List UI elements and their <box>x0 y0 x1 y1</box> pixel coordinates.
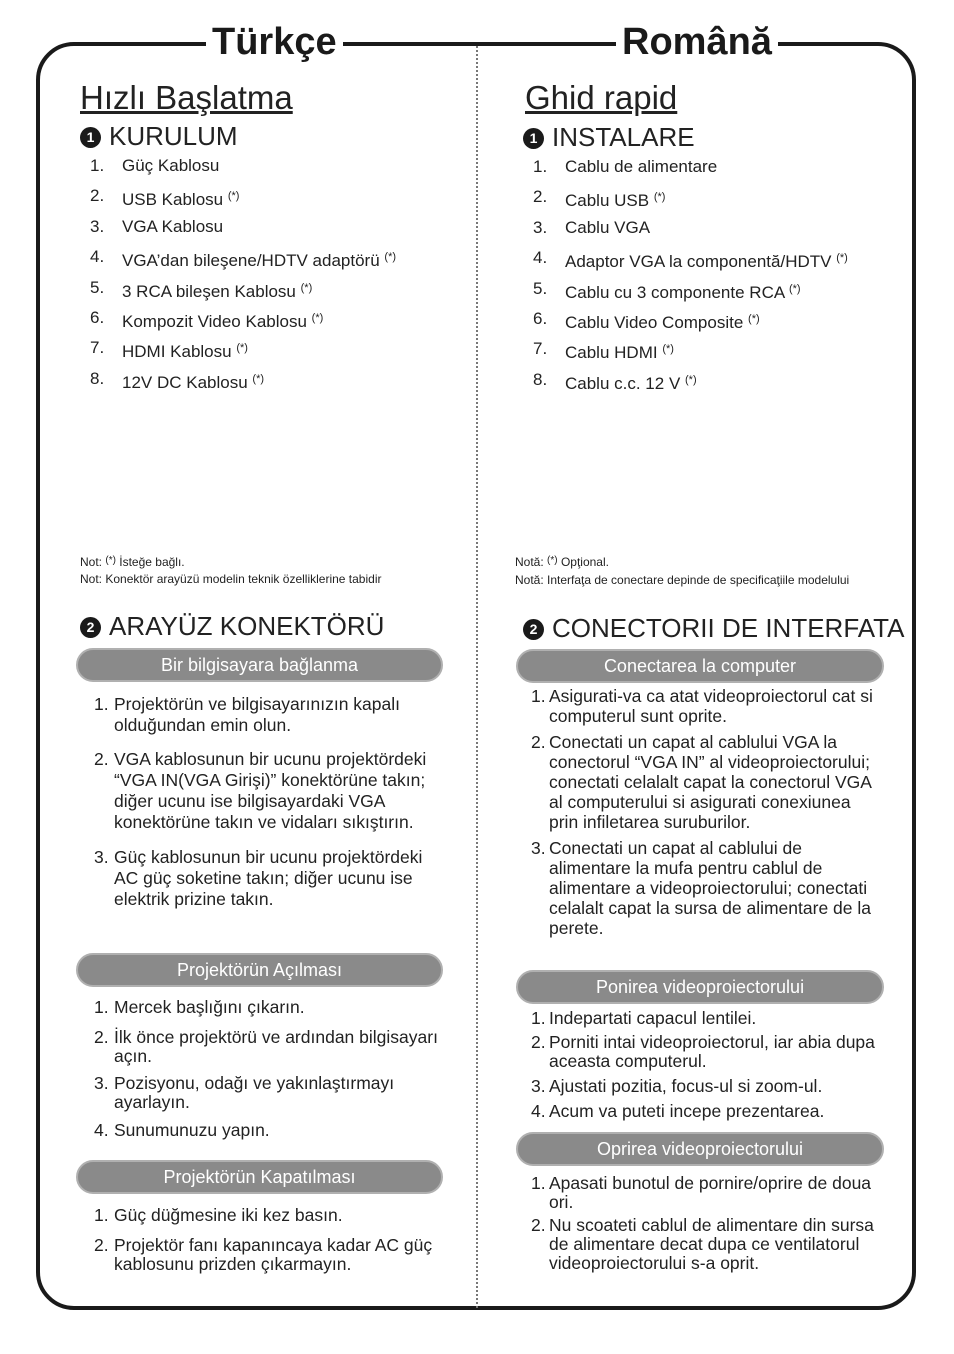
item-number: 1. <box>90 156 105 175</box>
step-number: 1. <box>531 1173 546 1193</box>
power-on-steps <box>515 1008 875 1121</box>
optional-mark: (*) <box>300 281 313 294</box>
column-divider <box>476 46 478 1308</box>
optional-note <box>515 552 609 571</box>
step-text: Porniti intai videoproiectorul, iar abia dupa aceasta computerul. <box>549 1032 875 1071</box>
list-item <box>523 213 848 243</box>
interface-heading-text: CONECTORII DE INTERFATA <box>552 613 905 643</box>
step-text: İlk önce projektörü ve ardından bilgisayarı açın. <box>114 1027 438 1066</box>
interface-heading <box>523 613 904 643</box>
step-number: 3. <box>531 1076 546 1096</box>
optional-mark: (*) <box>252 372 265 385</box>
connect-steps <box>80 694 446 910</box>
list-item <box>80 1028 446 1066</box>
list-item <box>80 303 396 333</box>
list-item <box>80 273 396 303</box>
interface-heading <box>80 611 384 641</box>
list-item <box>80 212 396 242</box>
step-text: Apasati bunotul de pornire/oprire de doua ori. <box>549 1173 872 1212</box>
step-number: 3. <box>531 838 546 858</box>
optional-mark: (*) <box>662 343 674 356</box>
step-number: 1. <box>531 686 546 706</box>
item-number: 5. <box>90 277 105 297</box>
step-number: 4. <box>531 1101 546 1121</box>
section-label-connect-computer: Bir bilgisayara bağlanma <box>76 648 443 682</box>
language-title-romanian: Română <box>616 18 778 66</box>
list-item <box>80 1120 446 1141</box>
section-label-power-on: Ponirea videoproiectorului <box>516 970 884 1004</box>
step-number: 1. <box>94 694 109 714</box>
list-item <box>80 997 446 1018</box>
step-number: 1. <box>531 1008 546 1028</box>
setup-heading-text: INSTALARE <box>552 122 695 152</box>
item-text: Cablu VGA <box>565 217 651 237</box>
optional-mark: (*) <box>236 342 248 355</box>
step-number: 2. <box>531 732 546 752</box>
item-number: 6. <box>90 307 105 327</box>
section-label-power-on: Projektörün Açılması <box>76 953 443 987</box>
optional-mark: (*) <box>227 190 240 203</box>
step-text: Asigurati-va ca atat videoproiectorul cat si computerul sunt oprite. <box>549 686 873 726</box>
step-text: Conectati un capat al cablului VGA la conectorul “VGA IN” al videoproiectorului; conectati celalalt capat la conectorul VGA al computerului si asigurati conexiunea prin infiletarea suruburilor. <box>549 732 871 832</box>
list-item <box>523 304 848 334</box>
list-item <box>515 1216 875 1273</box>
item-number: 4. <box>533 248 548 268</box>
step-number: 4. <box>94 1120 109 1140</box>
step-number: 2. <box>531 1215 546 1235</box>
list-item <box>80 333 396 363</box>
optional-mark: (*) <box>836 252 848 265</box>
language-title-turkish: Türkçe <box>206 18 343 66</box>
list-item <box>80 847 446 910</box>
list-item <box>80 364 396 394</box>
list-item <box>80 1205 446 1226</box>
number-badge: 2 <box>80 617 101 638</box>
list-item <box>80 242 396 272</box>
list-item <box>80 181 396 211</box>
connector-note: Not: Konektör arayüzü modelin teknik özelliklerine tabidir <box>80 572 382 586</box>
optional-mark: (*) <box>653 191 666 204</box>
item-number: 7. <box>533 339 548 359</box>
item-number: 3. <box>533 217 548 237</box>
step-text: VGA kablosunun bir ucunu projektördeki “VGA IN(VGA Girişi)” konektörüne takın; diğer ucunu ise bilgisayardaki VGA konektörüne takın ve vidaları sıkıştırın. <box>114 749 427 832</box>
note-text: Opţional. <box>560 555 609 569</box>
item-text: Güç Kablosu <box>122 156 220 175</box>
parts-list <box>80 151 396 394</box>
item-text: Adaptor VGA la componentă/HDTV <box>565 252 832 272</box>
list-item <box>515 1076 875 1096</box>
list-item <box>523 365 848 395</box>
step-text: Conectati un capat al cablului de alimentare la mufa pentru cablul de alimentare a videoproiectorului; conectati celalalt capat la sursa de alimentare de la perete. <box>549 838 871 938</box>
item-text: Cablu USB <box>565 191 650 211</box>
list-item <box>523 243 848 273</box>
item-text: Cablu c.c. 12 V <box>565 373 681 393</box>
section-label-power-off: Projektörün Kapatılması <box>76 1160 443 1194</box>
list-item <box>515 838 875 938</box>
item-text: USB Kablosu <box>122 190 224 210</box>
item-text: HDMI Kablosu <box>122 342 232 362</box>
item-number: 2. <box>533 187 548 207</box>
optional-mark: (*) <box>788 282 801 295</box>
item-number: 8. <box>90 368 105 388</box>
list-item <box>515 686 875 726</box>
quick-start-title: Hızlı Başlatma <box>80 79 293 116</box>
list-item <box>80 151 396 181</box>
note-text: İsteğe bağlı. <box>119 555 185 569</box>
item-text: Cablu HDMI <box>565 343 658 363</box>
step-text: Sunumunuzu yapın. <box>114 1120 270 1140</box>
number-badge: 1 <box>80 127 101 148</box>
item-number: 8. <box>533 369 548 389</box>
item-number: 1. <box>533 157 548 176</box>
power-off-steps <box>80 1205 446 1274</box>
step-text: Acum va puteti incepe prezentarea. <box>549 1101 825 1121</box>
list-item <box>515 1174 875 1212</box>
step-number: 2. <box>531 1032 546 1052</box>
list-item <box>80 1236 446 1274</box>
item-text: 12V DC Kablosu <box>122 372 248 392</box>
parts-list <box>523 152 848 395</box>
list-item <box>80 1074 446 1112</box>
list-item <box>515 1033 875 1071</box>
note-prefix: Not: <box>80 555 103 569</box>
step-number: 2. <box>94 1027 109 1047</box>
optional-mark: (*) <box>311 311 324 324</box>
power-off-steps <box>515 1174 875 1273</box>
item-number: 6. <box>533 308 548 328</box>
setup-heading-text: KURULUM <box>109 121 238 151</box>
list-item <box>515 732 875 832</box>
item-text: VGA’dan bileşene/HDTV adaptörü <box>122 251 380 271</box>
note-prefix: Notă: <box>515 555 544 569</box>
step-text: Güç düğmesine iki kez basın. <box>114 1205 343 1225</box>
step-number: 3. <box>94 847 109 867</box>
item-number: 5. <box>533 278 548 298</box>
list-item <box>80 749 446 833</box>
setup-heading <box>80 121 238 151</box>
list-item <box>515 1101 875 1121</box>
list-item <box>523 334 848 364</box>
step-text: Güç kablosunun bir ucunu projektördeki AC güç soketine takın; diğer ucunu ise elektrik prizine takın. <box>114 847 423 909</box>
step-number: 1. <box>94 1205 109 1225</box>
optional-mark: (*) <box>547 555 558 566</box>
number-badge: 2 <box>523 619 544 640</box>
section-label-power-off: Oprirea videoproiectorului <box>516 1132 884 1166</box>
step-text: Ajustati pozitia, focus-ul si zoom-ul. <box>549 1076 823 1096</box>
step-text: Projektörün ve bilgisayarınızın kapalı olduğundan emin olun. <box>114 694 400 735</box>
optional-mark: (*) <box>105 555 116 566</box>
step-number: 1. <box>94 997 109 1017</box>
interface-heading-text: ARAYÜZ KONEKTÖRÜ <box>109 611 385 641</box>
item-number: 3. <box>90 216 105 236</box>
optional-note <box>80 552 185 571</box>
item-text: 3 RCA bileşen Kablosu <box>122 281 296 301</box>
list-item <box>523 152 848 182</box>
item-text: Cablu de alimentare <box>565 157 718 176</box>
connect-steps <box>515 686 875 938</box>
number-badge: 1 <box>523 128 544 149</box>
step-number: 2. <box>94 1235 109 1255</box>
item-text: VGA Kablosu <box>122 216 224 236</box>
item-number: 2. <box>90 186 105 206</box>
item-text: Cablu Video Composite <box>565 312 744 332</box>
item-text: Kompozit Video Kablosu <box>122 311 307 331</box>
step-text: Nu scoateti cablul de alimentare din sursa de alimentare decat dupa ce ventilatorul videoproiectorului s-a oprit. <box>549 1215 874 1273</box>
optional-mark: (*) <box>685 373 697 386</box>
item-number: 4. <box>90 247 105 267</box>
optional-mark: (*) <box>384 251 397 264</box>
connector-note: Notă: Interfaţa de conectare depinde de specificaţiile modelului <box>515 573 850 587</box>
list-item <box>515 1008 875 1028</box>
step-text: Pozisyonu, odağı ve yakınlaştırmayı ayarlayın. <box>114 1073 395 1112</box>
section-label-connect-computer: Conectarea la computer <box>516 649 884 683</box>
list-item <box>523 274 848 304</box>
quick-start-title: Ghid rapid <box>525 79 678 116</box>
item-number: 7. <box>90 338 105 358</box>
step-text: Mercek başlığını çıkarın. <box>114 997 305 1017</box>
power-on-steps <box>80 997 446 1141</box>
optional-mark: (*) <box>748 312 760 325</box>
step-number: 2. <box>94 749 109 769</box>
step-number: 3. <box>94 1073 109 1093</box>
setup-heading <box>523 122 695 152</box>
step-text: Projektör fanı kapanıncaya kadar AC güç kablosunu prizden çıkarmayın. <box>114 1235 433 1274</box>
step-text: Indepartati capacul lentilei. <box>549 1008 757 1028</box>
list-item <box>523 182 848 212</box>
list-item <box>80 694 446 736</box>
item-text: Cablu cu 3 componente RCA <box>565 282 785 302</box>
